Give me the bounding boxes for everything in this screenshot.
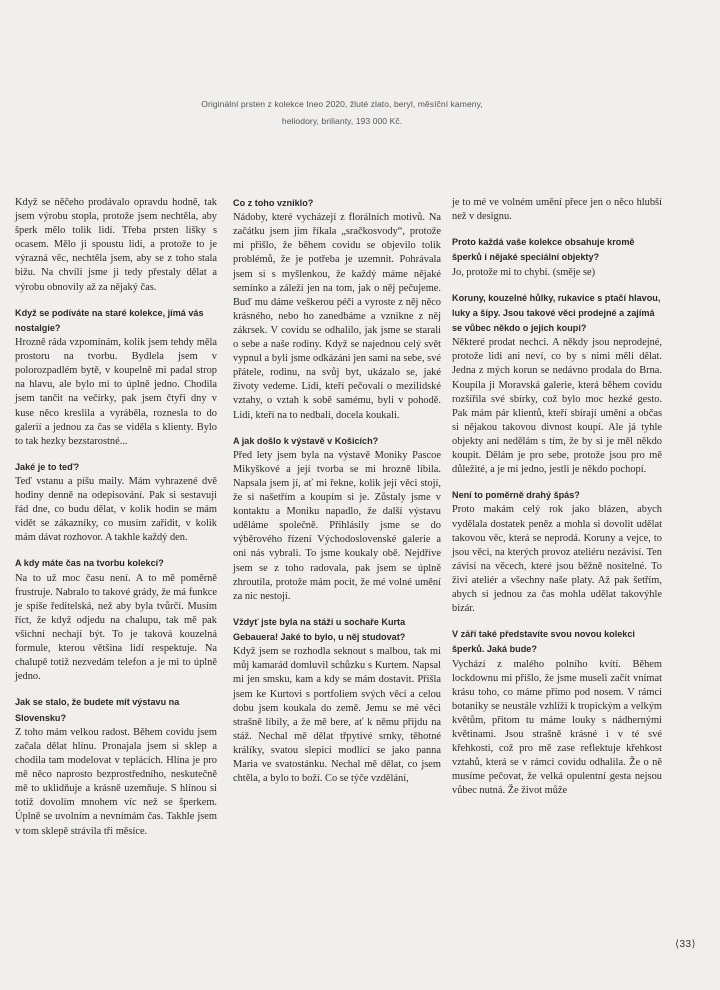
caption-line-2: heliodory, brilianty, 193 000 Kč. — [281, 116, 403, 126]
answer-paragraph: Z toho mám velkou radost. Během covidu jsem začala dělat hlínu. Pronajala jsem si sklep a chodila tam modelovat v teplácích. Hlína je pro mě něco naprosto bezprostředního, neskutečně mě to uklidňuje a krásně uzemňuje. S hlínou si totiž dovolím mnohem víc než se šperkem. Úplně se uvolním a nevnímám čas. Takhle jsem v tom sklepě strávila tři měsíce. — [15, 726, 217, 837]
question-heading: Jak se stalo, že budete mít výstavu na Slovensku? — [15, 697, 180, 723]
column-2 — [233, 196, 441, 786]
question-heading: Vždyť jste byla na stáži u sochaře Kurta Gebauera! Jaké to bylo, u něj studovat? — [233, 616, 406, 643]
question-heading: Co z toho vzniklo? — [233, 198, 314, 208]
question-heading: Není to poměrně drahý špás? — [452, 490, 580, 501]
question-heading: Koruny, kouzelné hůlky, rukavice s ptačí hlavou, luky a šípy. Jsou takové věci prodejné a zajímá se vůbec někdo o jejich koupi? — [452, 292, 661, 334]
answer-paragraph: Když se něčeho prodávalo opravdu hodně, tak jsem výrobu stopla, protože jsem nechtěla, aby šperk mělo tolik lidí. Třeba prsten lišky s ocasem. Mělo ji spoustu lidí, a protože to je výrazná věc, nechtěla jsem, aby se z toho stala bižu. Na chvíli jsme ji tedy přestaly dělat a výrobu obnovily až za nějaký čas. — [15, 197, 217, 293]
question-heading: Proto každá vaše kolekce obsahuje kromě šperků i nějaké speciální objekty? — [452, 237, 635, 263]
column-3 — [452, 196, 662, 799]
answer-paragraph: je to mé ve volném umění přece jen o něco hlubší než v designu. — [452, 197, 662, 223]
answer-paragraph: Teď vstanu a píšu maily. Mám vyhrazené dvě hodiny denně na odepisování. Pak si sestavuji řád dne, co budu dělat, v kolik hodin se mám vidět se zákazníky, co musím zařídit, v kolik mám dávat rozhovor. A takhle každý den. — [15, 476, 217, 544]
answer-paragraph: Proto makám celý rok jako blázen, abych vydělala dostatek peněz a mohla si dovolit udělat takovou věc, která se neprodá. Koruny a vejce, to jsou věci, na kterých provoz ateliéru nezávisí. Ten závisí na věcech, které jsou běžně nositelné. To živí ateliér a všechny naše platy. Až pak šetřím, abych si jednou za čas mohla udělat takovýhle bizár. — [452, 504, 662, 615]
answer-paragraph: Jo, protože mi to chybí. (směje se) — [452, 266, 596, 278]
page-number-bracket-right: ⟩ — [691, 939, 696, 950]
page-number — [675, 939, 696, 950]
answer-paragraph: Vychází z malého polního kvítí. Během lockdownu mi přišlo, že jsme museli začít vnímat krásu toho, co máme přímo pod nosem. V rámci botaniky se neustále vzhlíží k tropickým a velkým květům, přitom tu máme louky s nádhernými květinami. Jsou strašně krásné i v té své křehkosti, což pro mě zase reflektuje křehkost vztahů, která se v rámci covidu odhalila. Že o ně musíme pečovat, že velká opulentní gesta nejsou vůbec nutná. Že život může — [452, 658, 662, 797]
caption-line-1: Originální prsten z kolekce Ineo 2020, žluté zlato, beryl, měsíční kameny, — [201, 99, 483, 109]
column-1 — [15, 196, 217, 839]
question-heading: Jaké je to teď? — [15, 461, 80, 472]
page-number-value: 33 — [679, 939, 692, 950]
answer-paragraph: Když jsem se rozhodla seknout s malbou, tak mi můj kamarád domluvil schůzku s Kurtem. Napsal mi jen smsku, kam a kdy se mám dostavit. Přišla jsem ke Kurtovi s portfoliem svých věcí a celou dobu jsem koukala do země. Jemu se mé věci strašně líbily, a že mě bere, ať k němu přijdu na stáž. Nechal mě dělat třpytivé srnky, těhotné králíky, svatou slepici modlící se jako panna Maria ve svatostánku. Nechal mě dělat, co jsem chtěla, a bylo to boží. Co se týče vzdělání, — [233, 646, 441, 785]
question-heading: Když se podíváte na staré kolekce, jímá vás nostalgie? — [15, 307, 204, 333]
photo-caption — [192, 96, 492, 130]
question-heading: V září také představíte svou novou kolekci šperků. Jaká bude? — [452, 629, 635, 655]
answer-paragraph: Před lety jsem byla na výstavě Moniky Pascoe Mikyškové a její tvorba se mi hrozně líbila. Napsala jsem jí, ať mi řekne, kolik její věci stojí, že si našetřím a koupím si je. Zůstaly jsme v kontaktu a Moniku napadlo, že další výstavu uděláme společně. Přihlásily jsme se do výběrového řízení Východoslovenské galerie a oni nás vybrali. To jsme koukaly obě. Nejdříve jsem se z toho radovala, pak jsem se úplně zhroutila, protože mám pocit, že mé volné umění za nic nestojí. — [233, 449, 441, 602]
answer-paragraph: Nádoby, které vycházejí z florálních motivů. Na začátku jsem jim říkala „sračkosvody“, protože mi přišlo, že během covidu se objevilo tolik problémů, že je potřeba je uzemnit. Pohrávala jsem si s myšlenkou, že každý máme nějaké semínko a záleží jen na tom, jak o něj pečujeme. Buď mu dáme veškerou péči a vyroste z něj něco krásného, nebo ho zanedbáme a vznikne z něj zákrsek. V covidu se odhalilo, jak jsme se starali o sebe a naše rodiny. Když se najednou celý svět vypnul a byli jsme odkázáni jen sami na sebe, své přátele, rodinu, na svůj byt, ukázalo se, jaké životy vedeme. Lidi, kteří pečovali o mezilidské vztahy, o vztah k sobě samému, byli v pohodě. Lidi, kteří na to nedbali, docela koukali. — [233, 212, 441, 421]
question-heading: A jak došlo k výstavě v Košicích? — [233, 435, 379, 446]
answer-paragraph: Některé prodat nechci. A někdy jsou neprodejné, protože lidi ani neví, co by s nimi měli dělat. Jedna z mých korun se nedávno prodala do Brna. Koupila ji Moravská galerie, která během covidu rozšířila své sbírky, což bylo moc hezké gesto. Pak mám pár klientů, kteří sbírají umění a občas si nějakou takovou divnost koupí. Ale já tyhle objekty ani nedělám s tím, že by si je měl někdo koupit. Dělám je pro sebe, protože jsou pro mě důležité, a je mi jedno, jestli je někdo pochopí. — [452, 337, 662, 476]
answer-paragraph: Hrozně ráda vzpomínám, kolik jsem tehdy měla prostoru na tvorbu. Bydlela jsem v polorozpadlém bytě, v koupelně mi padal strop na hlavu, ale bylo mi to úplně jedno. Chodila jsem tančit na večírky, pak jsem čtyři dny v kuse něco kreslila a vyráběla, roznesla to do galerií a jednou za čas se viděla s klienty. Bylo to tak hezky bezstarostné... — [15, 337, 217, 447]
question-heading: A kdy máte čas na tvorbu kolekcí? — [15, 558, 164, 569]
page-number-bracket-left: ⟨ — [675, 939, 680, 950]
answer-paragraph: Na to už moc času není. A to mě poměrně frustruje. Nabralo to takové grády, že má funkce je spíše ředitelská, než aby byla tvůrčí. Musím říct, že když odjedu na chalupu, tak mě pak všichni nechají být. To je taková kouzelná formule, kterou většina lidí respektuje. Na chalupě totiž nezvedám telefon a je mi to úplně jedno. — [15, 572, 217, 683]
